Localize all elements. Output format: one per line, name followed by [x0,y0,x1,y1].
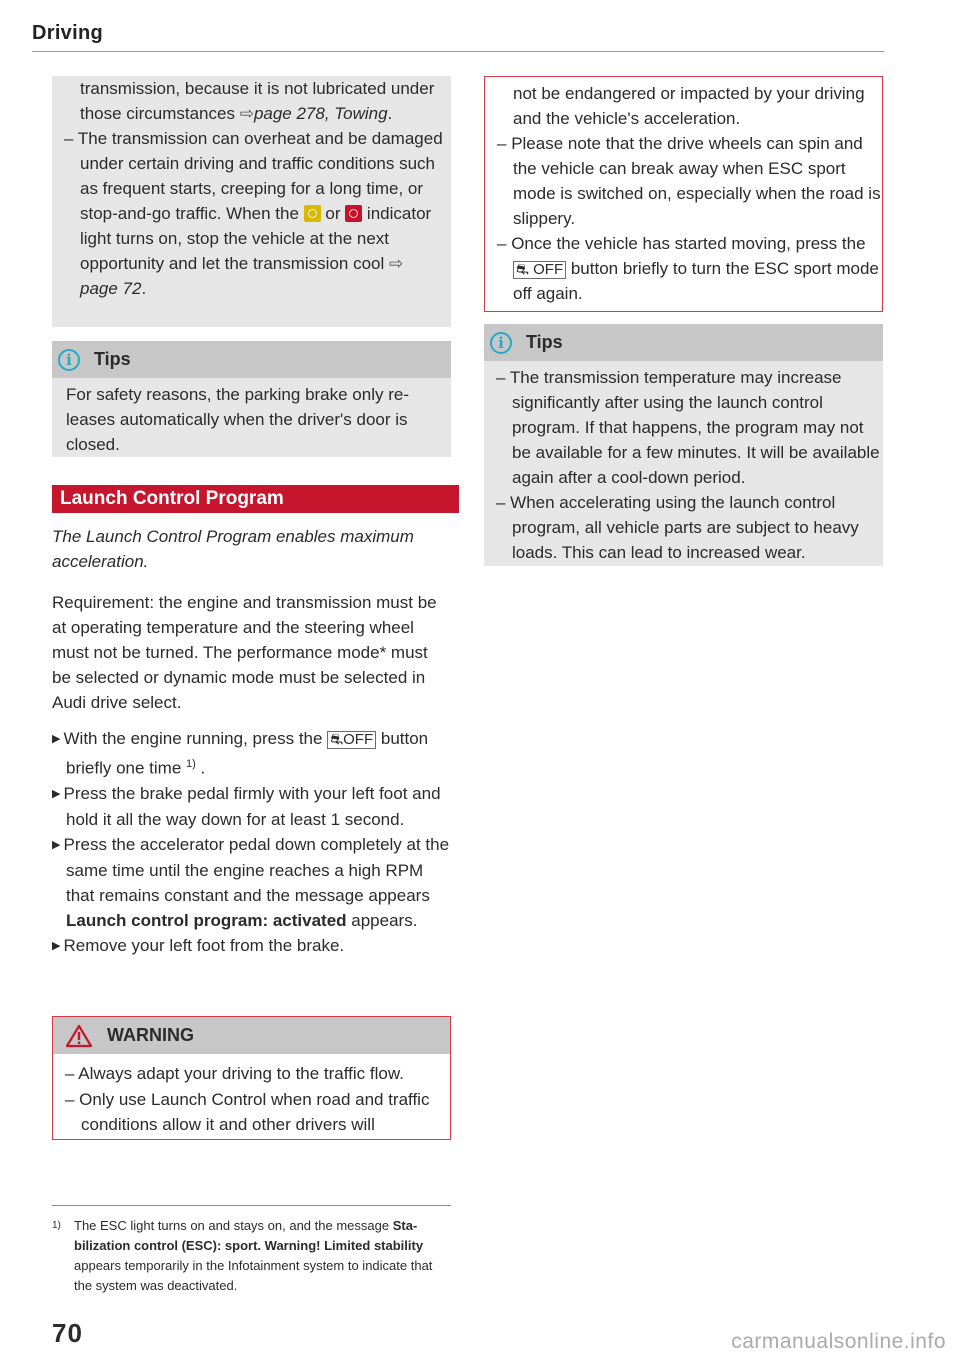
transmission-notes-box [52,76,451,327]
red-transmission-indicator-icon [345,205,362,222]
warning-triangle-icon [65,1024,93,1048]
esc-off-button-label: ⛐ OFF [513,261,566,279]
paragraph [52,126,443,301]
text-run: With the engine running, press the [63,729,328,748]
warning-box-continued [484,76,883,312]
info-icon: i [58,349,80,371]
footnote [52,1216,451,1296]
tips-title: Tips [94,349,131,369]
warning-item [485,231,882,306]
italic-ref: page 278, Towing [253,104,388,123]
info-icon: i [490,332,512,354]
steps-list [52,726,451,959]
tips-box-right [484,324,883,566]
text-run: Please note that the drive wheels can spin and the vehicle can break away when ESC sport mode is switched on, especially when the road is slippery. [511,134,881,228]
text-run: . [141,279,147,298]
text-run: button briefly one time [66,729,429,778]
section-intro: The Launch Control Program enables maximum acceleration. [52,527,414,571]
step-arrow-icon: ▶ [52,787,64,800]
text-run: indicator light turns on, stop the vehicle at the next opportunity and let the transmission cool [80,204,432,273]
warning-header [53,1017,450,1054]
yellow-transmission-indicator-icon [304,205,321,222]
text-run: or [320,204,346,223]
footnote-marker: 1) [52,1220,61,1231]
paragraph [52,76,443,126]
requirement-paragraph: Requirement: the engine and transmission must be at operating temperature and the steering wheel must not be turned. The performance mode* must be selected or dynamic mode must be selected in Audi drive select. [52,593,437,712]
dash-bullet: – [64,129,78,148]
warning-item [485,81,882,131]
italic-ref: page 72 [80,279,142,298]
dash-bullet: – [497,134,512,153]
instruction-step [52,726,451,781]
text-run: The ESC light turns on and stays on, and the message [74,1218,393,1233]
text-run: Once the vehicle has started moving, press the [511,234,866,253]
text-run: button briefly to turn the ESC sport mode off again. [513,259,879,303]
footnote-reference: 1) [186,758,196,770]
warning-item: – Only use Launch Control when road and traffic conditions allow it and other drivers will [65,1090,430,1134]
instruction-step [52,933,451,959]
step-arrow-icon: ▶ [52,838,64,851]
watermark: carmanualsonline.info [731,1330,946,1353]
step-arrow-icon: ▶ [52,733,64,745]
text-run: . [387,104,393,123]
instruction-step [52,781,451,832]
text-run: Remove your left foot from the brake. [63,935,345,955]
text-run: transmission, because it is not lubricated under those circumstances [80,79,435,123]
footnote-text [74,1216,449,1296]
header-rule [32,51,884,52]
step-arrow-icon: ▶ [52,939,64,952]
warning-item [485,131,882,231]
tips-title: Tips [526,332,563,352]
text-run: not be endangered or impacted by your driving and the vehicle's acceleration. [513,84,865,128]
bold-text: Launch control program: activated [66,910,347,930]
esc-off-button-label: ⛐OFF [327,731,376,749]
warning-item: – Always adapt your driving to the traffic flow. [65,1064,404,1083]
instruction-step [52,832,451,933]
page-number: 70 [52,1318,83,1348]
text-run: appears. [346,910,418,930]
text-run: Press the accelerator pedal down completely at the same time until the engine reaches a high RPM that remains constant and the message appears [63,834,450,905]
tips-item: – The transmission temperature may increase significantly after using the launch control program. If that happens, the program may not be available for a few minutes. It will be available again after a cool-down period. [496,368,880,487]
cross-ref-arrow: ⇨ [239,104,254,123]
text-run: The transmission can overheat and be damaged under certain driving and traffic conditions such as frequent starts, creeping for a long time, or stop-and-go traffic. When the [77,129,443,223]
text-run: Press the brake pedal firmly with your left foot and hold it all the way down for at least 1 second. [63,783,441,829]
warning-title: WARNING [107,1025,194,1045]
text-run: appears temporarily in the Infotainment system to indicate that the system was deactivated. [74,1258,433,1293]
tips-item: – When accelerating using the launch control program, all vehicle parts are subject to heavy loads. This can lead to increased wear. [496,493,859,562]
section-heading: Launch Control Program [52,485,459,513]
text-run: . [195,758,206,778]
tips-text: For safety reasons, the parking brake only releases automatically when the driver's door is closed. [66,385,410,454]
footnote-rule [52,1205,451,1206]
warning-box [52,1016,451,1140]
tips-header [52,341,451,378]
bold-text: Stabilization control (ESC): sport. Warning! Limited stability [74,1218,424,1253]
tips-box-left [52,341,451,457]
dash-bullet: – [497,234,512,253]
running-header: Driving [32,22,103,44]
cross-ref-arrow: ⇨ [389,254,404,273]
tips-header [484,324,883,361]
